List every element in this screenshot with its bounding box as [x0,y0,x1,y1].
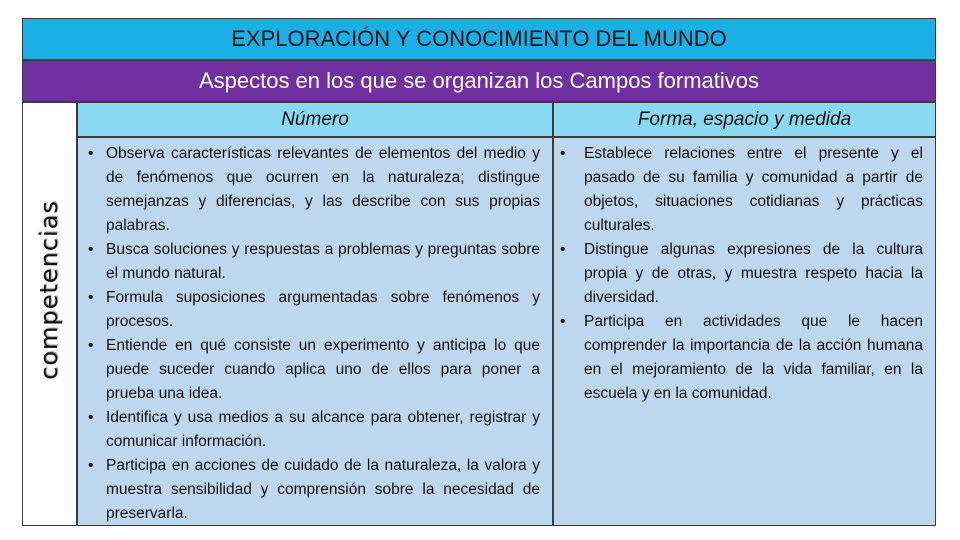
column-heading-forma: Forma, espacio y medida [553,102,936,137]
column-heading-numero: Número [77,102,553,137]
column-cell-numero [77,137,553,526]
side-label: competencias [35,200,63,380]
list-item: • Participa en actividades que le hacen comprender la importancia de la acción humana en el mejoramiento de la vida familiar, en la escuela y en la comunidad. [554,310,923,406]
page-subtitle: Aspectos en los que se organizan los Campos formativos [22,60,936,102]
bullet-list [554,138,935,406]
list-item: • Distingue algunas expresiones de la cultura propia y de otras, y muestra respeto hacia la diversidad. [554,238,923,310]
list-item: • Identifica y usa medios a su alcance para obtener, registrar y comunicar información. [78,406,540,454]
page-title: EXPLORACIÓN Y CONOCIMIENTO DEL MUNDO [22,18,936,60]
list-item: • Formula suposiciones argumentadas sobre fenómenos y procesos. [78,286,540,334]
list-item: • Establece relaciones entre el presente y el pasado de su familia y comunidad a partir de objetos, situaciones cotidianas y prácticas culturales. [554,142,923,238]
column-cell-forma [553,137,936,526]
list-item: • Busca soluciones y respuestas a problemas y preguntas sobre el mundo natural. [78,238,540,286]
list-item: • Participa en acciones de cuidado de la naturaleza, la valora y muestra sensibilidad y comprensión sobre la necesidad de preservarla. [78,454,540,526]
list-item: • Entiende en qué consiste un experimento y anticipa lo que puede suceder cuando aplica uno de ellos para poner a prueba una idea. [78,334,540,406]
bullet-list [78,138,552,526]
list-item: • Observa características relevantes de elementos del medio y de fenómenos que ocurren en la naturaleza; distingue semejanzas y diferencias, y las describe con sus propias palabras. [78,142,540,238]
